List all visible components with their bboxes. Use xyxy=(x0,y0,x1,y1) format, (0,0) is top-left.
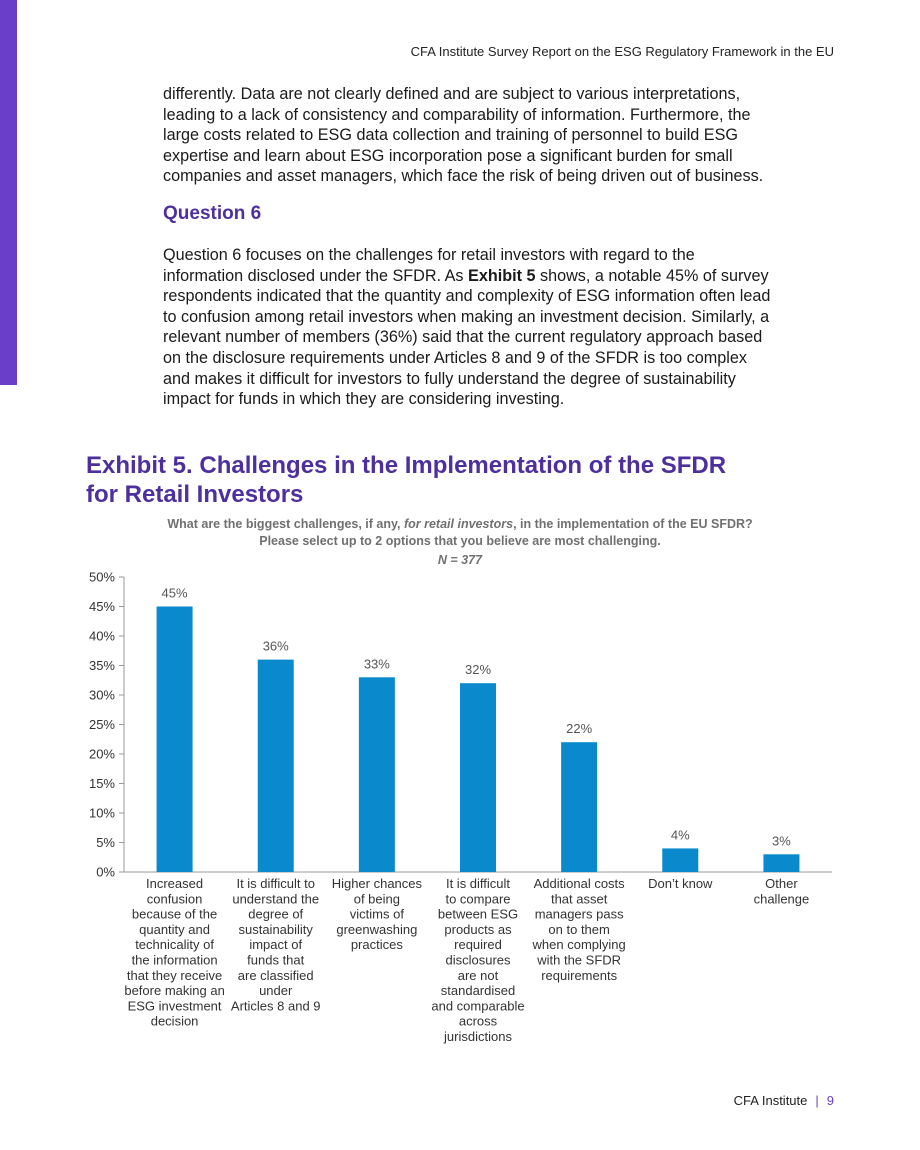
x-label-line: are classified xyxy=(237,967,314,983)
x-label-line: to compare xyxy=(445,891,511,907)
x-label-line: Additional costs xyxy=(533,876,625,891)
x-label-line: Don’t know xyxy=(648,876,713,891)
emphasis-text: for retail investors xyxy=(403,517,514,531)
x-label-line: practices xyxy=(350,937,403,953)
chart-instruction: Please select up to 2 options that you believe are most challenging. xyxy=(259,534,661,548)
x-label-line: It is difficult to xyxy=(236,876,315,891)
x-label-line: because of the xyxy=(131,906,218,922)
footer-org: CFA Institute xyxy=(733,1093,808,1108)
x-label-line: funds that xyxy=(247,952,305,968)
x-label-line: quantity and xyxy=(139,921,210,937)
x-label-line: degree of xyxy=(248,906,304,922)
x-label-line: that they receive xyxy=(126,967,223,983)
section-heading: Question 6 xyxy=(163,203,262,224)
text-segment: Question 6 focuses on the challenges for retail investors with regard to the information disclosed under the SFDR. As xyxy=(163,246,695,285)
bar xyxy=(662,848,698,872)
running-header: CFA Institute Survey Report on the ESG Regulatory Framework in the EU xyxy=(410,44,834,59)
x-label-line: before making an xyxy=(124,983,225,999)
y-tick-label: 10% xyxy=(88,805,115,821)
data-label: 33% xyxy=(363,656,390,672)
data-label: 45% xyxy=(161,585,188,601)
x-label-line: Increased xyxy=(146,876,204,891)
x-label-line: across xyxy=(458,1013,498,1029)
x-category-label xyxy=(332,876,423,952)
x-label-line: decision xyxy=(150,1013,199,1029)
y-tick-label: 50% xyxy=(88,569,115,585)
sample-size: N = 377 xyxy=(437,553,483,567)
exhibit-reference: Exhibit 5 xyxy=(468,266,536,285)
data-label: 3% xyxy=(772,833,791,849)
text-segment: shows, a notable 45% of survey respondents indicated that the quantity and complexity of ESG information often lead to confusion among retail investors when making an investment decision. Similarly, a relevant number of members (36%) said that the current regulatory approach based on the disclosure requirements under Articles 8 and 9 of the SFDR is too complex and makes it difficult for investors to fully understand the degree of sustainability impact for funds in which they are considering investing. xyxy=(163,266,771,409)
x-label-line: Higher chances xyxy=(331,876,423,891)
x-label-line: of being xyxy=(353,891,400,907)
x-label-line: with the SFDR xyxy=(537,952,622,968)
x-category-label xyxy=(648,876,713,891)
x-label-line: jurisdictions xyxy=(444,1029,512,1044)
y-tick-label: 15% xyxy=(88,776,115,791)
footer-separator: | xyxy=(815,1093,819,1108)
page-number: 9 xyxy=(826,1093,834,1108)
bar xyxy=(258,660,294,872)
x-label-line: understand the xyxy=(232,891,320,907)
exhibit-title-line: for Retail Investors xyxy=(86,481,304,508)
bar xyxy=(359,677,395,872)
x-category-label xyxy=(124,876,224,1029)
x-label-line: greenwashing xyxy=(336,921,418,937)
x-label-line: the information xyxy=(131,952,218,968)
text-segment: , in the implementation of the EU SFDR? xyxy=(513,517,753,531)
x-label-line: under xyxy=(259,983,293,999)
y-tick-label: 0% xyxy=(96,864,115,880)
x-label-line: victims of xyxy=(349,906,404,922)
intro-paragraph: differently. Data are not clearly defined and are subject to various interpretations, leading to a lack of consistency and comparability of information. Furthermore, the large costs related to ESG data collection and training of personnel to build ESG expertise and learn about ESG incorporation pose a significant burden for small companies and asset managers, which face the risk of being driven out of business. xyxy=(163,85,764,186)
y-tick-label: 25% xyxy=(88,717,115,732)
x-label-line: It is difficult xyxy=(445,876,511,891)
x-label-line: impact of xyxy=(249,937,303,953)
x-label-line: standardised xyxy=(440,983,516,999)
y-tick-label: 5% xyxy=(96,835,115,850)
data-label: 36% xyxy=(262,638,289,654)
x-label-line: required xyxy=(454,937,502,953)
x-category-label xyxy=(431,876,524,1044)
x-label-line: ESG investment xyxy=(127,998,222,1014)
x-label-line: requirements xyxy=(541,967,618,983)
x-category-label xyxy=(754,876,810,906)
x-label-line: products as xyxy=(444,921,512,937)
bar xyxy=(460,683,496,872)
x-label-line: managers pass xyxy=(534,906,624,922)
y-tick-label: 45% xyxy=(88,599,115,614)
exhibit-title-line: Exhibit 5. Challenges in the Implementation of the SFDR xyxy=(86,452,727,479)
x-label-line: Articles 8 and 9 xyxy=(230,998,321,1014)
x-label-line: disclosures xyxy=(445,952,511,968)
x-label-line: technicality of xyxy=(135,937,214,953)
bar xyxy=(157,607,193,873)
x-label-line: between ESG xyxy=(437,906,519,922)
x-category-label xyxy=(231,876,321,1013)
x-label-line: challenge xyxy=(753,891,810,907)
x-label-line: Other xyxy=(765,876,798,891)
x-category-label xyxy=(532,876,626,983)
data-label: 22% xyxy=(566,721,593,737)
data-label: 4% xyxy=(670,827,690,843)
y-tick-label: 40% xyxy=(88,628,115,644)
x-label-line: when complying xyxy=(532,937,626,953)
bar xyxy=(561,742,597,872)
text-segment: What are the biggest challenges, if any, xyxy=(167,517,404,531)
x-label-line: on to them xyxy=(548,921,610,937)
x-label-line: and comparable xyxy=(431,998,525,1014)
footer xyxy=(734,1093,834,1108)
x-label-line: that asset xyxy=(550,891,608,907)
y-tick-label: 30% xyxy=(88,687,115,703)
bar xyxy=(763,854,799,872)
x-label-line: are not xyxy=(457,967,499,983)
y-tick-label: 35% xyxy=(88,658,115,673)
x-label-line: confusion xyxy=(146,891,203,907)
x-label-line: sustainability xyxy=(238,921,313,937)
y-tick-label: 20% xyxy=(88,746,115,762)
data-label: 32% xyxy=(464,662,492,678)
